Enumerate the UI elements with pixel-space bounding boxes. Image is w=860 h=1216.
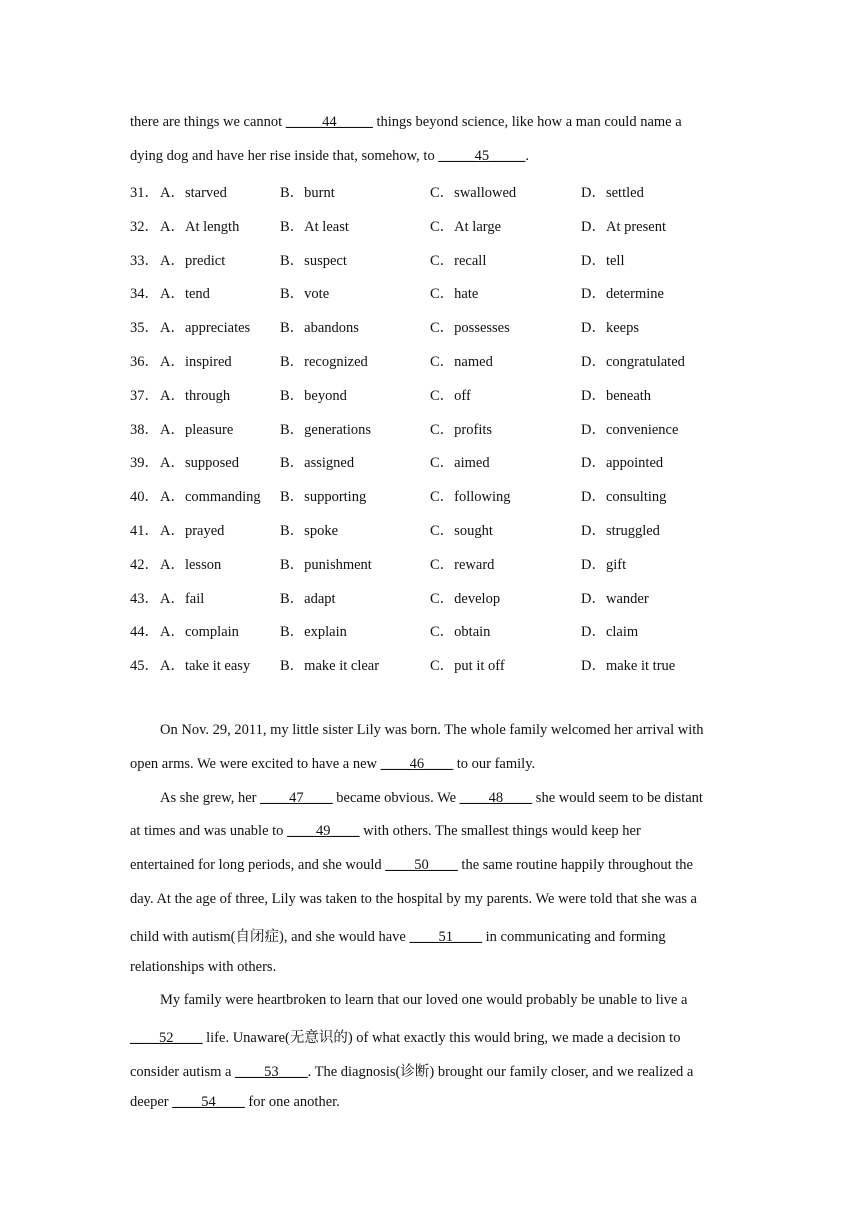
question-number: 41．	[130, 523, 159, 539]
text-fragment: deeper	[130, 1093, 173, 1110]
text-fragment: open arms. We were excited to have a new	[130, 755, 381, 772]
text-fragment: . The diagnosis(诊断) brought our family closer, and we realized a	[307, 1064, 694, 1080]
option-b: B．beyond	[280, 387, 347, 404]
passage-line	[160, 722, 704, 739]
option-d: D．At present	[581, 218, 666, 235]
option-d: D．struggled	[581, 523, 660, 539]
text-fragment: child with autism(自闭症), and she would have	[130, 928, 410, 945]
passage-line	[160, 992, 687, 1009]
answer-blank: ____49____	[287, 823, 360, 840]
option-d: D．wander	[581, 590, 649, 607]
option-c: C．profits	[430, 421, 493, 438]
option-b: B．suspect	[280, 252, 347, 269]
text-fragment: consider autism a	[130, 1064, 236, 1080]
option-c: C．develop	[430, 590, 501, 607]
text-fragment: with others. The smallest things would keep her	[359, 823, 641, 840]
option-d: D．convenience	[581, 421, 679, 438]
text-fragment: entertained for long periods, and she would	[130, 857, 386, 874]
option-a: A．supposed	[160, 455, 239, 472]
option-d: D．determine	[581, 286, 664, 303]
option-a: A．starved	[160, 185, 227, 201]
option-a: A．tend	[160, 286, 210, 303]
option-c: C．following	[430, 489, 511, 506]
option-c: C．sought	[430, 523, 493, 539]
option-a: A．At length	[160, 218, 240, 235]
option-a: A．prayed	[160, 523, 225, 539]
text-fragment: in communicating and forming	[481, 928, 666, 945]
option-a: A．complain	[160, 624, 239, 641]
question-number: 44．	[130, 624, 159, 641]
question-row	[130, 519, 750, 539]
option-b: B．supporting	[280, 489, 367, 506]
option-c: C．possesses	[430, 320, 510, 337]
option-b: B．make it clear	[280, 658, 380, 675]
passage-line	[130, 1026, 680, 1047]
option-d: D．appointed	[581, 455, 664, 472]
passage-line	[160, 790, 703, 807]
text-fragment: she would seem to be distant	[532, 789, 703, 806]
option-d: D．beneath	[581, 387, 652, 404]
question-row	[130, 485, 750, 505]
question-number: 43．	[130, 590, 159, 607]
text-fragment: became obvious. We	[332, 789, 460, 806]
question-row	[130, 215, 750, 235]
text-fragment: As she grew, her	[160, 789, 261, 806]
passage-line	[130, 756, 535, 773]
text-fragment: for one another.	[244, 1093, 340, 1110]
answer-blank: ____51____	[409, 928, 482, 945]
option-d: D．settled	[581, 185, 644, 201]
option-b: B．explain	[280, 624, 347, 641]
option-d: D．claim	[581, 624, 639, 641]
passage-line	[130, 1094, 340, 1111]
option-b: B．recognized	[280, 354, 368, 370]
answer-blank: ____48____	[459, 789, 533, 806]
blank-45: _____45_____	[438, 148, 526, 164]
question-row	[130, 418, 750, 438]
passage-line	[130, 891, 697, 908]
option-a: A．pleasure	[160, 421, 234, 438]
answer-blank: ____53____	[235, 1064, 308, 1080]
passage-line	[130, 857, 693, 874]
option-c: C．off	[430, 387, 471, 404]
passage-line	[130, 925, 666, 946]
option-c: C．At large	[430, 218, 502, 235]
option-b: B．burnt	[280, 185, 335, 201]
passage-line	[130, 1060, 693, 1081]
answer-blank: ____47____	[260, 789, 333, 806]
option-c: C．reward	[430, 556, 495, 573]
option-b: B．vote	[280, 286, 330, 303]
option-a: A．through	[160, 387, 231, 404]
question-row	[130, 350, 750, 370]
option-a: A．fail	[160, 590, 205, 607]
option-d: D．make it true	[581, 658, 676, 675]
question-number: 45．	[130, 658, 159, 675]
text-line: dying dog and have her rise inside that, somehow, to _____45_____.	[130, 148, 529, 164]
text-fragment: On Nov. 29, 2011, my little sister Lily was born. The whole family welcomed her arrival with	[160, 722, 704, 738]
passage-line	[130, 823, 641, 840]
option-a: A．predict	[160, 252, 226, 269]
option-d: D．tell	[581, 252, 625, 269]
option-a: A．lesson	[160, 556, 222, 573]
question-row	[130, 181, 750, 201]
option-c: C．aimed	[430, 455, 490, 472]
option-d: D．consulting	[581, 489, 667, 506]
option-b: B．punishment	[280, 556, 372, 573]
question-row	[130, 282, 750, 302]
option-a: A．take it easy	[160, 658, 251, 675]
question-row	[130, 249, 750, 269]
question-number: 33．	[130, 252, 159, 269]
option-d: D．gift	[581, 556, 627, 573]
answer-blank: ____46____	[380, 755, 454, 772]
option-b: B．generations	[280, 421, 372, 438]
option-a: A．commanding	[160, 489, 261, 506]
option-b: B．spoke	[280, 523, 338, 539]
question-number: 31．	[130, 185, 159, 201]
question-number: 35．	[130, 320, 159, 337]
question-number: 40．	[130, 489, 159, 506]
text-fragment: day. At the age of three, Lily was taken to the hospital by my parents. We were told that she was a	[130, 891, 697, 907]
option-b: B．assigned	[280, 455, 355, 472]
option-c: C．hate	[430, 286, 479, 303]
question-number: 34．	[130, 286, 159, 303]
question-row	[130, 654, 750, 674]
answer-blank: ____54____	[172, 1093, 245, 1110]
question-number: 36．	[130, 354, 159, 370]
question-row	[130, 384, 750, 404]
question-number: 39．	[130, 455, 159, 472]
option-c: C．named	[430, 354, 493, 370]
option-c: C．obtain	[430, 624, 491, 641]
option-a: A．appreciates	[160, 320, 251, 337]
text-line: there are things we cannot _____44_____ things beyond science, like how a man could name a	[130, 114, 682, 130]
option-d: D．keeps	[581, 320, 639, 337]
question-row	[130, 620, 750, 640]
text-fragment: relationships with others.	[130, 958, 277, 975]
option-c: C．recall	[430, 252, 487, 269]
option-b: B．abandons	[280, 320, 359, 337]
option-b: B．At least	[280, 218, 349, 235]
option-b: B．adapt	[280, 590, 336, 607]
answer-blank: ____52____	[130, 1030, 203, 1047]
text-fragment: My family were heartbroken to learn that our loved one would probably be unable to live a	[160, 992, 688, 1009]
answer-blank: ____50____	[385, 857, 458, 874]
text-fragment: life. Unaware(无意识的) of what exactly this would bring, we made a decision to	[202, 1030, 681, 1047]
text-fragment: to our family.	[453, 755, 536, 772]
option-d: D．congratulated	[581, 354, 685, 370]
blank-44: _____44_____	[285, 114, 373, 130]
text-fragment: the same routine happily throughout the	[457, 857, 693, 874]
question-number: 38．	[130, 421, 159, 438]
option-c: C．put it off	[430, 658, 505, 675]
passage-line	[130, 959, 276, 976]
option-a: A．inspired	[160, 354, 232, 370]
question-number: 42．	[130, 556, 159, 573]
question-row	[130, 587, 750, 607]
question-number: 32．	[130, 218, 159, 235]
question-number: 37．	[130, 387, 159, 404]
question-row	[130, 316, 750, 336]
text-fragment: at times and was unable to	[130, 823, 288, 840]
option-c: C．swallowed	[430, 185, 517, 201]
question-row	[130, 451, 750, 471]
question-row	[130, 553, 750, 573]
